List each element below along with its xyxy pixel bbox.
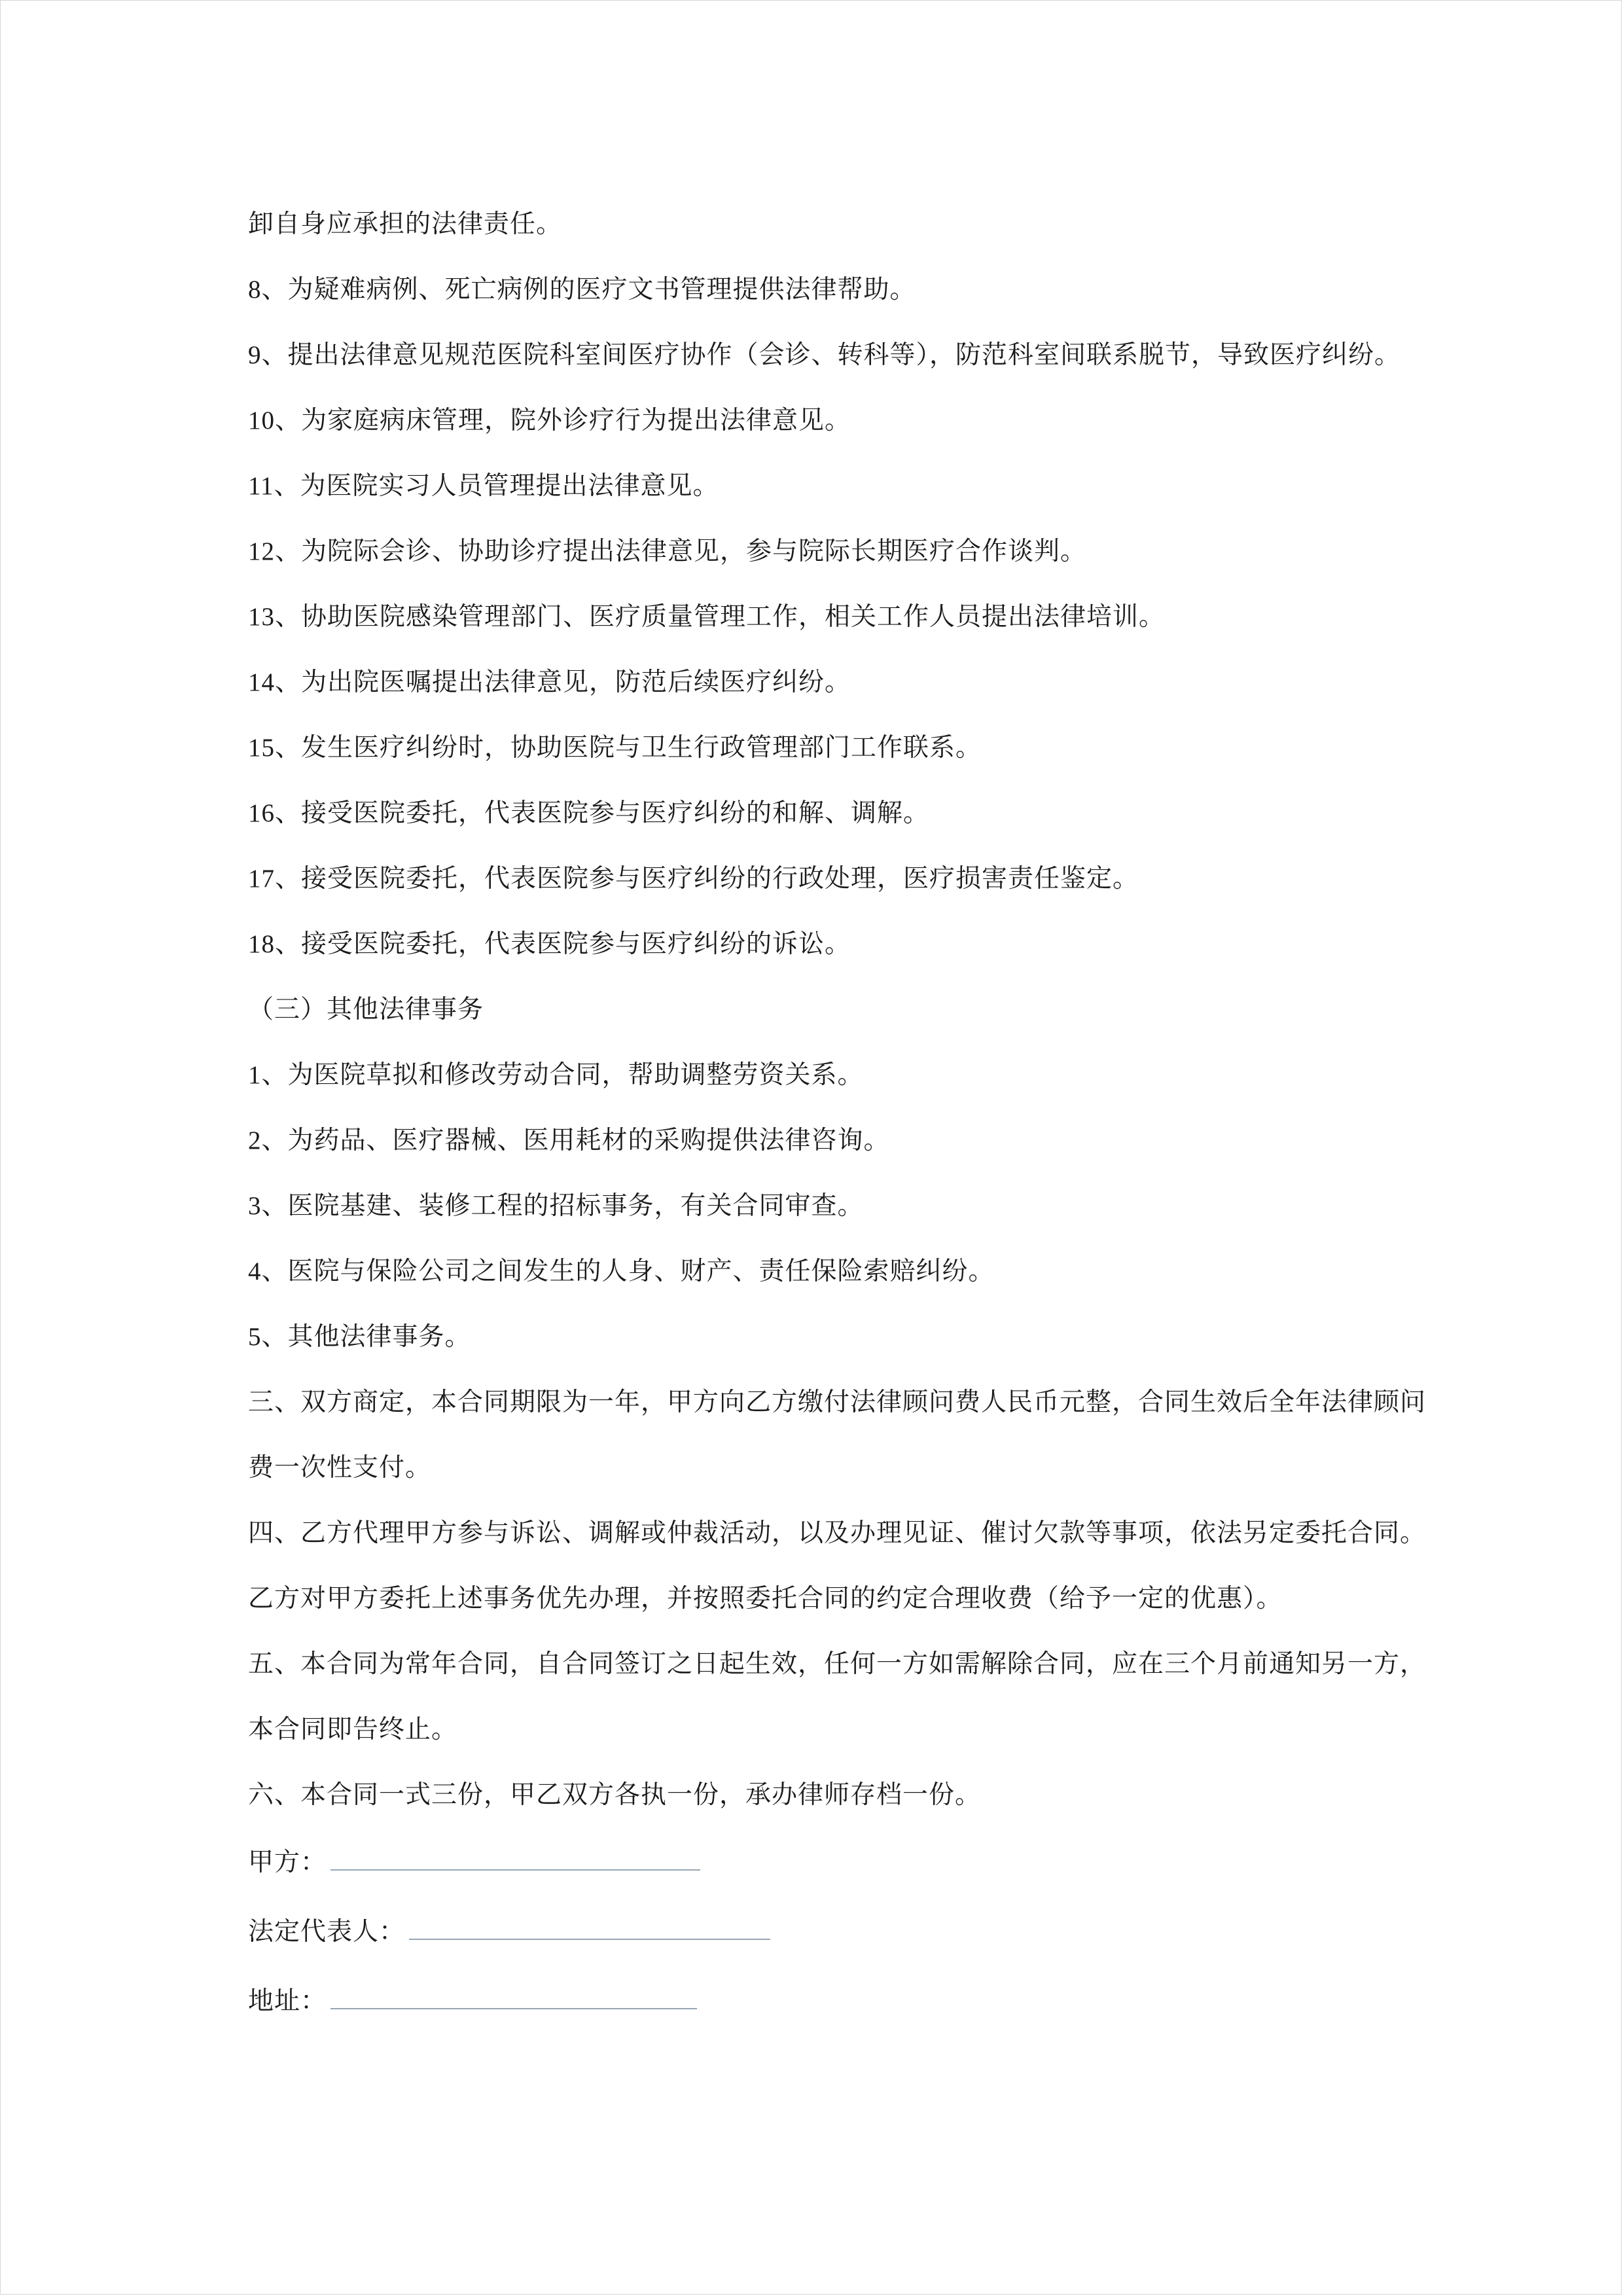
paragraph: 5、其他法律事务。 bbox=[248, 1323, 471, 1351]
paragraph: 15、发生医疗纠纷时，协助医院与卫生行政管理部门工作联系。 bbox=[248, 734, 982, 762]
form-line bbox=[248, 1897, 1426, 1967]
paragraph: 13、协助医院感染管理部门、医疗质量管理工作，相关工作人员提出法律培训。 bbox=[248, 603, 1166, 631]
form-line bbox=[248, 1828, 1426, 1897]
form-label: 甲方： bbox=[248, 1848, 327, 1876]
form-label: 地址： bbox=[248, 1987, 327, 2015]
form-line bbox=[248, 1967, 1426, 2036]
paragraphs-container bbox=[248, 192, 1426, 2036]
paragraph: 六、本合同一式三份，甲乙双方各执一份，承办律师存档一份。 bbox=[248, 1781, 982, 1809]
paragraph: 五、本合同为常年合同，自合同签订之日起生效，任何一方如需解除合同，应在三个月前通知另一方，本合同即告终止。 bbox=[248, 1650, 1427, 1744]
paragraph: 1、为医院草拟和修改劳动合同，帮助调整劳资关系。 bbox=[248, 1061, 864, 1089]
paragraph: 16、接受医院委托，代表医院参与医疗纠纷的和解、调解。 bbox=[248, 799, 930, 827]
paragraph: （三）其他法律事务 bbox=[248, 996, 484, 1024]
form-blank bbox=[409, 1912, 770, 1940]
paragraph: 17、接受医院委托，代表医院参与医疗纠纷的行政处理，医疗损害责任鉴定。 bbox=[248, 865, 1139, 893]
paragraph: 11、为医院实习人员管理提出法律意见。 bbox=[248, 472, 719, 500]
paragraph: 3、医院基建、装修工程的招标事务，有关合同审查。 bbox=[248, 1192, 864, 1220]
paragraph: 四、乙方代理甲方参与诉讼、调解或仲裁活动，以及办理见证、催讨欠款等事项，依法另定委托合同。乙方对甲方委托上述事务优先办理，并按照委托合同的约定合理收费（给予一定的优惠）。 bbox=[248, 1519, 1427, 1613]
form-blank bbox=[330, 1982, 697, 2009]
form-label: 法定代表人： bbox=[248, 1918, 406, 1946]
paragraph: 卸自身应承担的法律责任。 bbox=[248, 210, 563, 238]
paragraph: 9、提出法律意见规范医院科室间医疗协作（会诊、转科等），防范科室间联系脱节，导致医疗纠纷。 bbox=[248, 341, 1401, 369]
paragraph: 18、接受医院委托，代表医院参与医疗纠纷的诉讼。 bbox=[248, 930, 851, 958]
form-blank bbox=[330, 1843, 700, 1871]
paragraph: 4、医院与保险公司之间发生的人身、财产、责任保险索赔纠纷。 bbox=[248, 1257, 995, 1285]
paragraph: 2、为药品、医疗器械、医用耗材的采购提供法律咨询。 bbox=[248, 1126, 890, 1155]
paragraph: 14、为出院医嘱提出法律意见，防范后续医疗纠纷。 bbox=[248, 668, 851, 696]
paragraph: 三、双方商定，本合同期限为一年，甲方向乙方缴付法律顾问费人民币元整，合同生效后全年法律顾问费一次性支付。 bbox=[248, 1388, 1427, 1482]
paragraph: 8、为疑难病例、死亡病例的医疗文书管理提供法律帮助。 bbox=[248, 276, 916, 304]
paragraph: 12、为院际会诊、协助诊疗提出法律意见，参与院际长期医疗合作谈判。 bbox=[248, 537, 1087, 565]
paragraph: 10、为家庭病床管理，院外诊疗行为提出法律意见。 bbox=[248, 406, 851, 435]
